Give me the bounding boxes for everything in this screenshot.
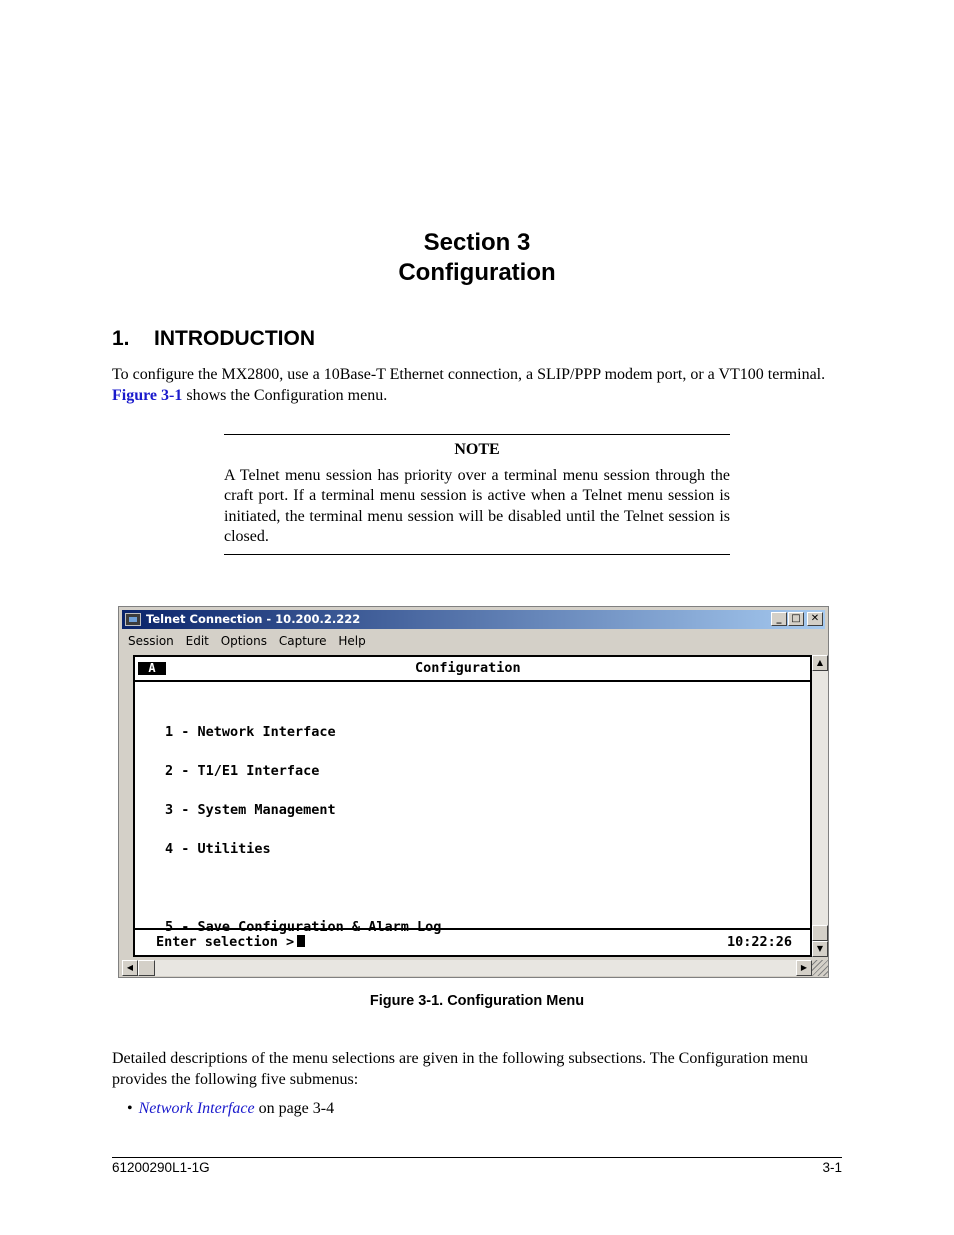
scroll-right-icon[interactable]: ▶ [796, 960, 812, 976]
intro-text-before: To configure the MX2800, use a 10Base-T Ethernet connection, a SLIP/PPP modem port, or a VT100 terminal. [112, 366, 826, 383]
minimize-icon[interactable]: _ [771, 612, 787, 626]
screen-title: Configuration [415, 660, 521, 676]
menu-spacer [165, 882, 441, 895]
config-menu-list [165, 700, 441, 960]
network-interface-link[interactable]: Network Interface [138, 1100, 255, 1117]
scroll-down-icon[interactable]: ▼ [812, 941, 828, 957]
submenus-paragraph: Detailed descriptions of the menu selections are given in the following subsections. The Configuration menu provides the following five submenus: [112, 1050, 808, 1088]
cursor-block [297, 935, 305, 947]
terminal-screen[interactable] [133, 655, 812, 957]
intro-heading [112, 327, 315, 351]
telnet-window [118, 606, 829, 978]
scroll-thumb[interactable] [812, 925, 828, 941]
note-box [224, 434, 730, 555]
menu-option-t1e1-interface[interactable]: 2 - T1/E1 Interface [165, 763, 320, 779]
bullet-dot-icon: • [127, 1100, 133, 1117]
intro-title: INTRODUCTION [154, 327, 315, 350]
menu-help[interactable]: Help [338, 634, 366, 648]
note-text: A Telnet menu session has priority over a terminal menu session through the craft port. If a terminal menu session is active when a Telnet menu session is initiated, the terminal menu session will be disabled until the Telnet session is closed. [224, 466, 730, 545]
document-number: 61200290L1-1G [112, 1160, 210, 1175]
menu-option-system-management[interactable]: 3 - System Management [165, 802, 336, 818]
telnet-menubar [122, 631, 825, 651]
intro-number: 1. [112, 327, 130, 350]
screen-tag: A [138, 662, 166, 675]
menu-session[interactable]: Session [128, 634, 174, 648]
scroll-up-icon[interactable]: ▲ [812, 655, 828, 671]
menu-edit[interactable]: Edit [185, 634, 209, 648]
resize-grip-icon[interactable] [812, 960, 828, 976]
selection-prompt[interactable] [156, 934, 305, 950]
page-number: 3-1 [822, 1160, 842, 1175]
vertical-scrollbar[interactable] [812, 655, 828, 957]
terminal-header [135, 657, 810, 682]
intro-text-after: shows the Configuration menu. [182, 387, 388, 404]
figure-caption: Figure 3-1. Configuration Menu [369, 993, 585, 1009]
note-label: NOTE [454, 441, 500, 458]
telnet-title: Telnet Connection - 10.200.2.222 [146, 612, 361, 626]
intro-paragraph [112, 364, 832, 406]
bullet-page-ref: on page 3-4 [254, 1100, 335, 1117]
prompt-text: Enter selection > [156, 934, 295, 950]
footer-rule [112, 1157, 842, 1158]
scroll-left-icon[interactable]: ◀ [122, 960, 138, 976]
section-title [0, 228, 954, 288]
maximize-icon[interactable]: □ [788, 612, 804, 626]
terminal-footer [135, 928, 810, 955]
hscroll-thumb[interactable] [138, 960, 155, 976]
bullet-item [127, 1098, 334, 1119]
section-number: Section 3 [423, 229, 531, 256]
menu-option-save-configuration[interactable]: 5 - Save Configuration & Alarm Log [165, 919, 442, 935]
terminal-clock: 10:22:26 [726, 934, 792, 950]
menu-option-utilities[interactable]: 4 - Utilities [165, 841, 271, 857]
menu-options[interactable]: Options [220, 634, 268, 648]
close-icon[interactable]: ✕ [807, 612, 823, 626]
horizontal-scrollbar[interactable] [122, 960, 812, 976]
telnet-titlebar[interactable] [122, 610, 825, 629]
figure-link[interactable]: Figure 3-1 [112, 387, 183, 404]
menu-capture[interactable]: Capture [278, 634, 327, 648]
section-name: Configuration [398, 259, 556, 286]
telnet-app-icon [125, 613, 141, 626]
menu-option-network-interface[interactable]: 1 - Network Interface [165, 724, 336, 740]
